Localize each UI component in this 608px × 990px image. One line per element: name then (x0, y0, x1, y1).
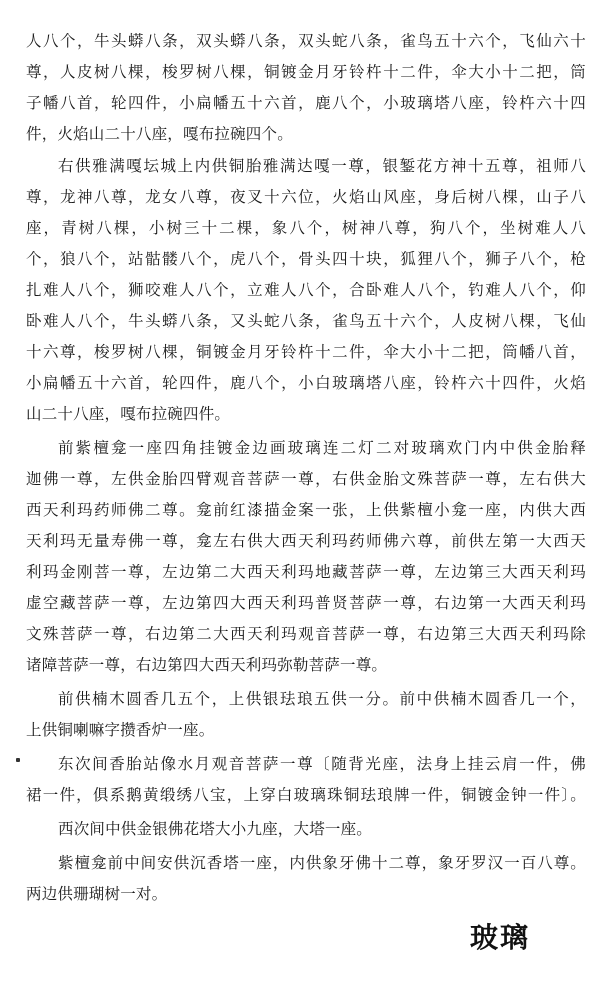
text-line: 上供铜喇嘛字攒香炉一座。 (26, 721, 215, 739)
text-line: 西天利玛药师佛二尊。龛前红漆描金案一张，上供紫檀小龛一座，内供大西 (26, 501, 586, 519)
scan-mark (16, 758, 20, 762)
text-line: 东次间香胎站像水月观音菩萨一尊〔随背光座，法身上挂云肩一件，佛 (58, 755, 586, 773)
text-line: 两边供珊瑚树一对。 (26, 885, 168, 903)
text-line: 诸障菩萨一尊，右边第四大西天利玛弥勒菩萨一尊。 (26, 656, 388, 674)
text-line: 个，狼八个，站骷髅八个，虎八个，骨头四十块，狐狸八个，狮子八个，枪 (26, 250, 586, 268)
text-line: 裙一件，俱系鹅黄缎绣八宝，上穿白玻璃珠铜珐琅牌一件，铜镀金钟一件〕。 (26, 786, 586, 804)
text-line: 右供雅满嘎坛城上内供铜胎雅满达嘎一尊，银錾花方神十五尊，祖师八 (58, 157, 586, 175)
text-line: 扎难人八个，狮咬难人八个，立难人八个，合卧难人八个，钓难人八个，仰 (26, 281, 586, 299)
handwritten-annotation: 玻璃 (470, 921, 531, 954)
text-line: 件，火焰山二十八座，嘎布拉碗四个。 (26, 125, 293, 143)
text-line: 天利玛无量寿佛一尊，龛左右供大西天利玛药师佛六尊，前供左第一大西天 (26, 532, 586, 550)
text-line: 尊，人皮树八棵，梭罗树八棵，铜镀金月牙铃杵十二件，伞大小十二把，筒 (26, 63, 586, 81)
text-line: 前紫檀龛一座四角挂镀金边画玻璃连二灯二对玻璃欢门内中供金胎释 (58, 439, 586, 457)
text-line: 紫檀龛前中间安供沉香塔一座，内供象牙佛十二尊，象牙罗汉一百八尊。 (58, 854, 586, 872)
text-line: 西次间中供金银佛花塔大小九座，大塔一座。 (58, 820, 373, 838)
text-line: 子幡八首，轮四件，小扁幡五十六首，鹿八个，小玻璃塔八座，铃杵六十四 (26, 94, 586, 112)
text-line: 山二十八座，嘎布拉碗四件。 (26, 405, 231, 423)
text-line: 迦佛一尊，左供金胎四臂观音菩萨一尊，右供金胎文殊菩萨一尊，左右供大 (26, 470, 586, 488)
text-line: 虚空藏菩萨一尊，左边第四大西天利玛普贤菩萨一尊，右边第一大西天利玛 (26, 594, 586, 612)
text-line: 利玛金刚菩一尊，左边第二大西天利玛地藏菩萨一尊，左边第三大西天利玛 (26, 563, 586, 581)
text-line: 卧难人八个，牛头蟒八条，又头蛇八条，雀鸟五十六个，人皮树八棵，飞仙 (26, 312, 586, 330)
text-line: 前供楠木圆香几五个，上供银珐琅五供一分。前中供楠木圆香几一个， (58, 690, 586, 708)
text-line: 文殊菩萨一尊，右边第二大西天利玛观音菩萨一尊，右边第三大西天利玛除 (26, 625, 586, 643)
text-line: 人八个，牛头蟒八条，双头蟒八条，双头蛇八条，雀鸟五十六个，飞仙六十 (26, 32, 586, 50)
text-line: 小扁幡五十六首，轮四件，鹿八个，小白玻璃塔八座，铃杵六十四件，火焰 (26, 374, 586, 392)
text-line: 座，青树八棵，小树三十二棵，象八个，树神八尊，狗八个，坐树难人八 (26, 219, 586, 237)
text-line: 十六尊，梭罗树八棵，铜镀金月牙铃杵十二件，伞大小十二把，筒幡八首， (26, 343, 586, 361)
text-line: 尊，龙神八尊，龙女八尊，夜叉十六位，火焰山风座，身后树八棵，山子八 (26, 188, 586, 206)
